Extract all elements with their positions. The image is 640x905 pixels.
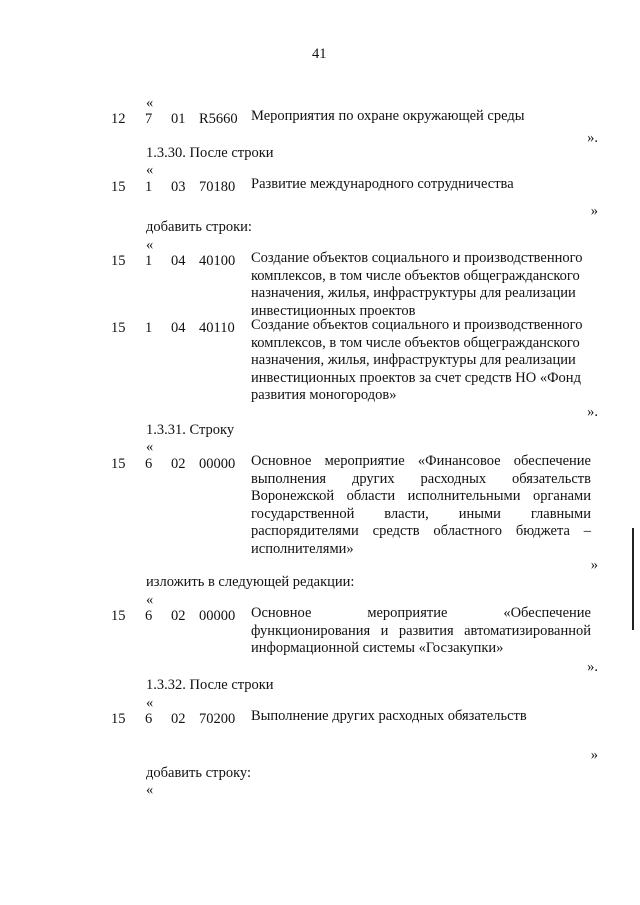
open-quote: « [146, 439, 154, 455]
open-quote: « [146, 237, 154, 253]
row-code-2: 1 [145, 253, 153, 269]
row-code-4: 40110 [199, 320, 235, 336]
close-quote: ». [587, 130, 598, 146]
close-quote: » [590, 747, 598, 763]
row-code-1: 15 [111, 608, 126, 624]
close-quote: » [590, 203, 598, 219]
open-quote: « [146, 592, 154, 608]
row-code-1: 15 [111, 711, 126, 727]
row-code-3: 02 [171, 456, 186, 472]
scan-edge-line [632, 528, 634, 630]
row-code-3: 03 [171, 179, 186, 195]
open-quote: « [146, 95, 154, 111]
row-code-1: 12 [111, 111, 126, 127]
page-number: 41 [312, 46, 327, 62]
row-code-1: 15 [111, 320, 126, 336]
row-code-2: 6 [145, 456, 153, 472]
row-description: Создание объектов социального и производственного комплексов, в том числе объектов общегражданского назначения, жилья, инфраструктуры для реализации инвестиционных проектов [251, 250, 583, 319]
open-quote: « [146, 782, 154, 798]
row-code-2: 6 [145, 711, 153, 727]
row-code-4: 00000 [199, 456, 236, 472]
instruction: добавить строку: [146, 765, 251, 781]
close-quote: ». [587, 659, 598, 675]
row-code-4: 70200 [199, 711, 236, 727]
row-code-3: 01 [171, 111, 186, 127]
close-quote: ». [587, 404, 598, 420]
row-code-1: 15 [111, 456, 126, 472]
row-description: Создание объектов социального и производственного комплексов, в том числе объектов общегражданского назначения, жилья, инфраструктуры для реализации инвестиционных проектов за счет средств НО «Фонд развития моногородов» [251, 317, 583, 403]
row-description: Основное мероприятие «Обеспечение функционирования и развития автоматизированной информационной системы «Госзакупки» [251, 605, 591, 656]
row-code-4: 00000 [199, 608, 236, 624]
row-code-2: 1 [145, 179, 153, 195]
row-description: Основное мероприятие «Финансовое обеспечение выполнения других расходных обязательств Воронежской области исполнительными органами государственной власти, иными главными распорядителями средств областного бюджета – исполнителями» [251, 453, 591, 557]
open-quote: « [146, 162, 154, 178]
section-heading: 1.3.31. Строку [146, 422, 235, 438]
row-code-1: 15 [111, 179, 126, 195]
row-code-3: 04 [171, 320, 186, 336]
instruction: добавить строки: [146, 219, 252, 235]
row-code-3: 02 [171, 711, 186, 727]
row-description: Развитие международного сотрудничества [251, 176, 514, 192]
row-code-3: 04 [171, 253, 186, 269]
row-code-4: 40100 [199, 253, 236, 269]
close-quote: » [590, 557, 598, 573]
row-code-4: R5660 [199, 111, 238, 127]
row-code-2: 1 [145, 320, 153, 336]
row-code-1: 15 [111, 253, 126, 269]
instruction: изложить в следующей редакции: [146, 574, 355, 590]
row-code-4: 70180 [199, 179, 236, 195]
row-description: Мероприятия по охране окружающей среды [251, 108, 525, 124]
row-code-2: 6 [145, 608, 153, 624]
section-heading: 1.3.32. После строки [146, 677, 274, 693]
open-quote: « [146, 695, 154, 711]
section-heading: 1.3.30. После строки [146, 145, 274, 161]
row-description: Выполнение других расходных обязательств [251, 708, 527, 724]
row-code-2: 7 [145, 111, 153, 127]
row-code-3: 02 [171, 608, 186, 624]
